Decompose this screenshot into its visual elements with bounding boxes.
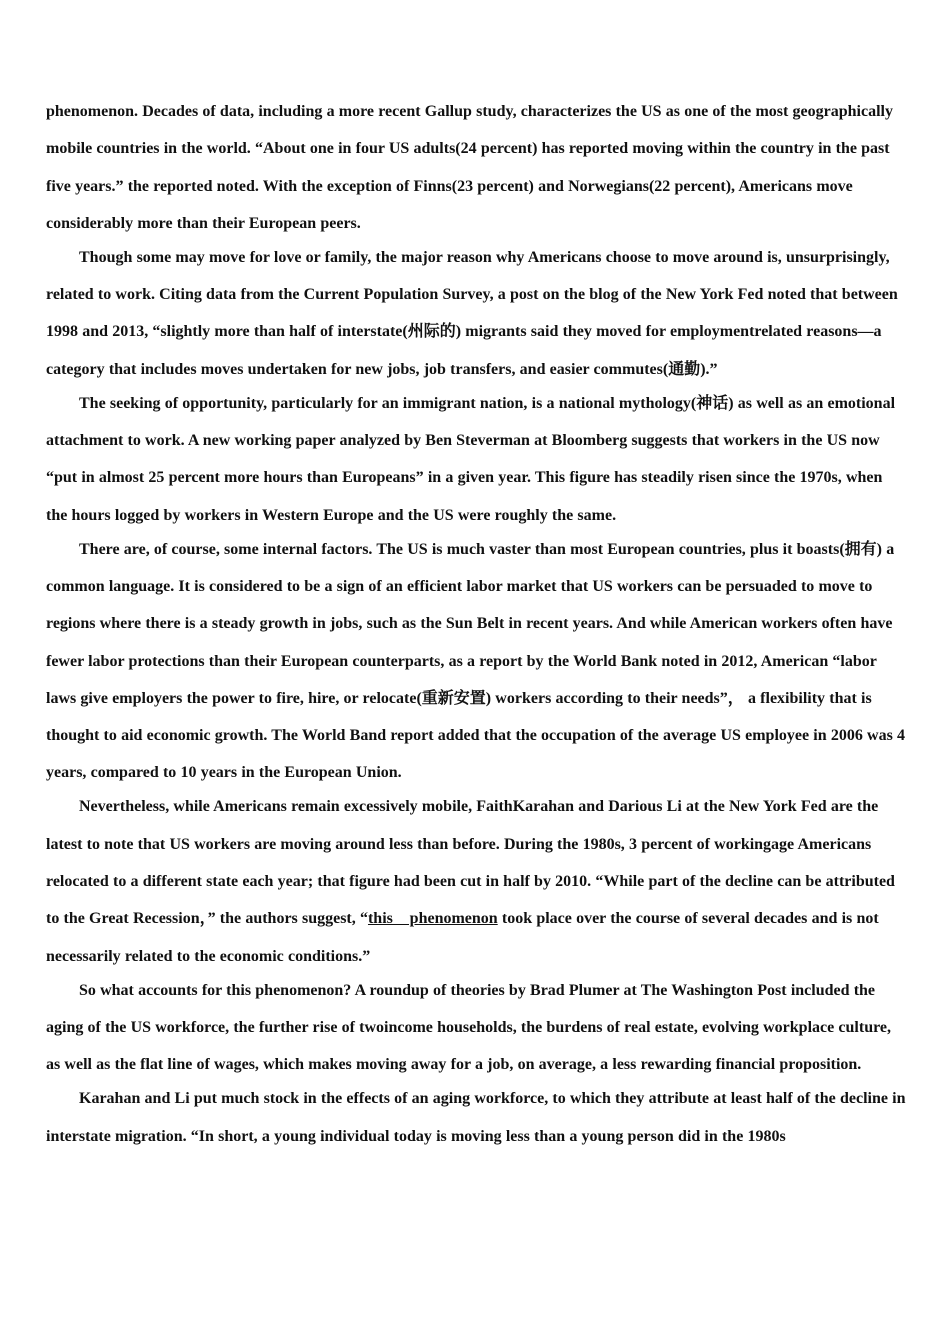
underlined-phrase: this phenomenon <box>367 910 498 928</box>
paragraph-3: The seeking of opportunity, particularly for an immigrant nation, is a national mythology(神话) as well as an emotional attachment to work. A new working paper analyzed by Ben Steverman at Bloomberg suggests that workers in the US now “put in almost 25 percent more hours than Europeans” in a given year. This figure has steadily risen since the 1970s, when the hours logged by workers in Western Europe and the US were roughly the same. <box>46 394 896 524</box>
document-page <box>46 93 906 1152</box>
paragraph-7: Karahan and Li put much stock in the effects of an aging workforce, to which they attribute at least half of the decline in interstate migration. “In short, a young individual today is moving less than a young person did in the 1980s <box>46 1090 906 1145</box>
paragraph-5-before: Nevertheless, while Americans remain excessively mobile, FaithKarahan and Darious Li at the New York Fed are the latest to note that US workers are moving around less than before. During the 1980s, 3 percent of workingage Americans relocated to a different state each year; that figure had been cut in half by 2010. “While part of the decline can be attributed to the Great Recession，” the authors suggest, “ <box>46 798 895 928</box>
paragraph-4: There are, of course, some internal factors. The US is much vaster than most European countries, plus it boasts(拥有) a common language. It is considered to be a sign of an efficient labor market that US workers can be persuaded to move to regions where there is a steady growth in jobs, such as the Sun Belt in recent years. And while American workers often have fewer labor protections than their European counterparts, as a report by the World Bank noted in 2012, American “labor laws give employers the power to fire, hire, or relocate(重新安置) workers according to their needs”， a flexibility that is thought to aid economic growth. The World Band report added that the occupation of the average US employee in 2006 was 4 years, compared to 10 years in the European Union. <box>46 540 906 782</box>
paragraph-5 <box>46 788 906 974</box>
paragraph-5-after: took place over the course of several decades and is not necessarily related to the economic conditions.” <box>46 910 879 965</box>
paragraph-6: So what accounts for this phenomenon? A roundup of theories by Brad Plumer at The Washington Post included the aging of the US workforce, the further rise of twoincome households, the burdens of real estate, evolving workplace culture, as well as the flat line of wages, which makes moving away for a job, on average, a less rewarding financial proposition. <box>46 981 892 1074</box>
paragraph-2: Though some may move for love or family, the major reason why Americans choose to move around is, unsurprisingly, related to work. Citing data from the Current Population Survey, a post on the blog of the New York Fed noted that between 1998 and 2013, “slightly more than half of interstate(州际的) migrants said they moved for employmentrelated reasons—a category that includes moves undertaken for new jobs, job transfers, and easier commutes(通勤).” <box>46 248 898 378</box>
paragraph-1: phenomenon. Decades of data, including a more recent Gallup study, characterizes the US as one of the most geographically mobile countries in the world. “About one in four US adults(24 percent) has reported moving within the country in the past five years.” the reported noted. With the exception of Finns(23 percent) and Norwegians(22 percent), Americans move considerably more than their European peers. <box>46 103 893 232</box>
